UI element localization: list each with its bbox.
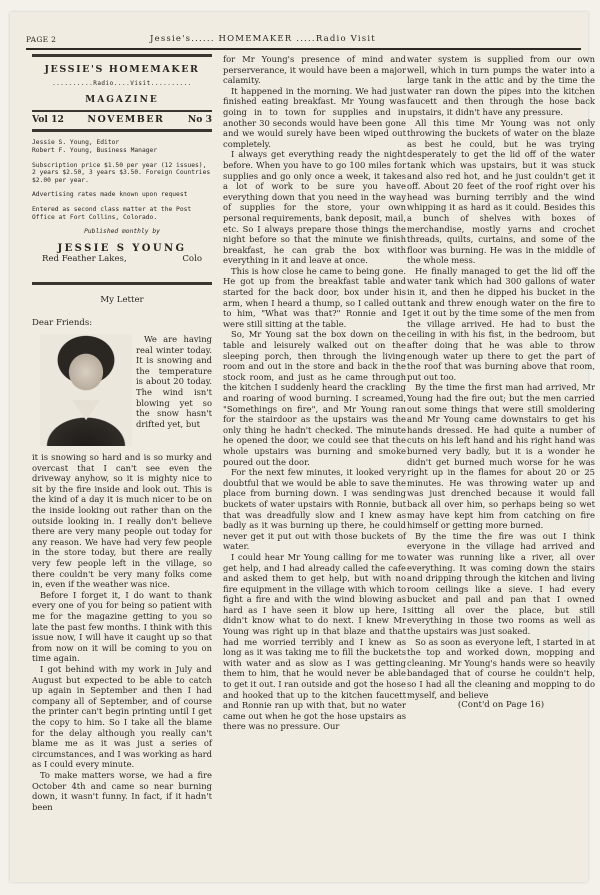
publisher-address (32, 254, 212, 269)
paragraph: This is how close he came to being gone. He got up from the breakfast table and started for the back door, box under his arm, when I heard a thump, so I called out to him, "What was that?" Ronnie and I were still sitting at the table. (223, 265, 406, 329)
masthead-magazine: MAGAZINE (85, 95, 159, 106)
subscription-info: Subscription price $1.50 per year (12 issues), 2 years $2.50, 3 years $3.50. Foreign Countries $2.00 per year. (32, 161, 211, 184)
wrap-text (136, 334, 212, 429)
paragraph: For the next few minutes, it looked very doubtful that we would be able to save the place from burning down. I was sending buckets of water upstairs with Ronnie, but that was dreadfully slow and I knew as badly as it was burning up there, he could never get it put out with those buckets of water. (223, 467, 406, 552)
paragraph: So, Mr Young sat the box down on the table and leisurely walked out on the sleeping porch, then through the living room and out in the store and back in the stock room, and just as he came through the kitchen I suddenly heard the crackling and roaring of wood burning. I screamed, "Somethings on fire", and Mr Young ran for the stairdoor as the upstairs was the only thing he hadn't checked. The minute he opened the door, we could see that the whole upstairs was burning and smoke poured out the door. (223, 329, 406, 467)
paragraph: It happened in the morning. We had just finished eating breakfast. Mr Young was going in to town for supplies and in another 30 seconds would have been gone and we would surely have been wiped out completely. (223, 85, 406, 149)
paragraph: Before I forget it, I do want to thank every one of you for being so patient with me for the magazine getting to you so late the past few months. I think with this issue now, I will have it caught up so that from now on it will be coming to you on time again. (32, 589, 212, 664)
paragraph: By the time the fire was out I think everyone in the village had arrived and water was running like a river, all over everything. It was coming down the stairs and dripping through the kitchen and living room ceilings like a sieve. I had every bucket and pail and pan that I owned sitting all over the place, but still everything in those two rooms as well as the upstairs was just soaked. (407, 530, 595, 637)
paragraph: water system is supplied from our own well, which in turn pumps the water into a large tank in the attic and by the time the water ran down the pipes into the kitchen faucett and then through the hose back upstairs, it didn't have any pressure. (407, 54, 595, 117)
photo-wrap (32, 334, 212, 452)
issue-line (32, 110, 212, 133)
postal-entry-info: Entered as second class matter at the Post Office at Fort Collins, Colorado. (32, 205, 192, 221)
portrait-photo-icon (40, 334, 132, 446)
running-head (26, 34, 581, 50)
letter-heading: My Letter (32, 282, 212, 306)
issue-month: NOVEMBER (87, 113, 165, 125)
masthead-subtitle: ..........Radio....Visit.......... (52, 79, 192, 87)
column-3 (407, 54, 595, 711)
address-town: Red Feather Lakes, (42, 254, 127, 265)
issue-number: No 3 (187, 113, 212, 125)
paragraph: I got behind with my work in July and August but expected to be able to catch up again in September and then I had company all of September, and of course the printer can't begin printing until I get the copy to him. So I take all the blame for the delay although you really can't blame me as it was just a series of circumstances, and I was working as hard as I could every minute. (32, 663, 212, 770)
volume: Vol 12 (32, 113, 64, 125)
paragraph: We are having real winter today. It is snowing and the temperature is about 20 today. The wind isn't blowing yet so the snow hasn't drifted yet, but (136, 334, 212, 429)
masthead-details (32, 139, 212, 221)
running-title: Jessie's...... HOMEMAKER .....Radio Visit (150, 34, 376, 44)
paragraph: I could hear Mr Young calling for me to get help, and I had already called the cafe and asked them to get help, but with no fire equipment in the village with which to fight a fire and with the wind blowing as hard as I have seen it blow up here, I didn't know what to do next. I knew Mr Young was right up in that blaze and that had me worried terribly and I knew as long as it was taking me to fill the buckets with water and as slow as I was getting them to him, that he would never be able to get it out. I ran outside and got the hose and hooked that up to the kitchen faucett and Ronnie ran up with that, but no water came out when he got the hose upstairs as there was no pressure. Our (223, 551, 406, 732)
editor-line: Jessie S. Young, Editor (32, 139, 120, 147)
masthead-title: JESSIE'S HOMEMAKER (44, 64, 200, 75)
salutation: Dear Friends: (32, 317, 93, 328)
manager-line: Robert F. Young, Business Manager (32, 146, 158, 154)
paragraph: To make matters worse, we had a fire October 4th and came so near burning down, it wasn't funny. In fact, if it hadn't been (32, 769, 212, 812)
column-2 (223, 54, 406, 732)
paragraph: All this time Mr Young was not only throwing the buckets of water on the blaze as best he could, but he was trying desperately to get the lid off of the water tank which was upstairs, but it was stuck and also red hot, and he just couldn't get it off. About 20 feet of the roof right over his head was burning terribly and the wind whipping it as hard as it could. Besides this a bunch of shelves with boxes of merchandise, mostly yarns and crochet threads, quilts, curtains, and some of the floor was burning. He was in the middle of the whole mess. (407, 117, 595, 266)
paragraph: He finally managed to get the lid off the water tank which had 300 gallons of water in it, and then he dipped his bucket in the tank and threw enough water on the fire to get it out by the time some of the men from the village arrived. He had to bust the ceiling in with his fist, in the bedroom, but after doing that he was able to throw enough water up there to get the part of the roof that was burning above that room, put out too. (407, 265, 595, 382)
page-number: PAGE 2 (26, 35, 57, 44)
paragraph: it is snowing so hard and is so murky and overcast that I can't see even the driveway anyhow, so it is mighty nice to sit by the fire inside and look out. This is the kind of a day it is much nicer to be on the inside looking out rather than on the outside looking in. I really don't believe there are very many people out today for any reason. We have had very few people in the store today, but there are really very few people left in the village, so there couldn't be very many folks come in, even if the weather was nice. (32, 452, 212, 590)
continued-note: (Cont'd on Page 16) (457, 700, 545, 711)
paragraph: By the time the first man had arrived, Mr Young had the fire out; but the men carried out some things that were still smoldering and Mr Young came downstairs to get his hands dressed. He had quite a number of cuts on his left hand and his right hand was burned very badly, but it is a wonder he didn't get burned much worse for he was right up in the flames for about 20 or 25 minutes. He was throwing water up and was just drenched because it would fall back all over him, so perhaps being so wet may have kept him from catching on fire himself or getting more burned. (407, 382, 595, 531)
column-1 (32, 54, 212, 812)
masthead-top-rule (32, 54, 212, 57)
magazine-page (10, 12, 595, 882)
paragraph: So as soon as everyone left, I started in at the top and worked down, mopping and cleaning. Mr Young's hands were so heavily bandaged that of course he couldn't help, so I had all the cleaning and mopping to do myself, and believe (407, 636, 595, 700)
paragraph: for Mr Young's presence of mind and perserverance, it would have been a major calamity. (223, 54, 406, 86)
publisher-name: JESSIE S YOUNG (57, 242, 187, 254)
paragraph: I always get everything ready the night before. When you have to go 100 miles for supplies and go only once a week, it takes a lot of work to be sure you have everything down that you need in the way of supplies for the store, your own personal requirements, bank deposit, mail, etc. So I always prepare those things the night before so that the minute we finish breakfast, he can grab the box with everything in it and leave at once. (223, 149, 406, 266)
address-state: Colo (182, 254, 202, 265)
advertising-info: Advertising rates made known upon request (32, 191, 188, 199)
published-by: Published monthly by (84, 228, 160, 236)
